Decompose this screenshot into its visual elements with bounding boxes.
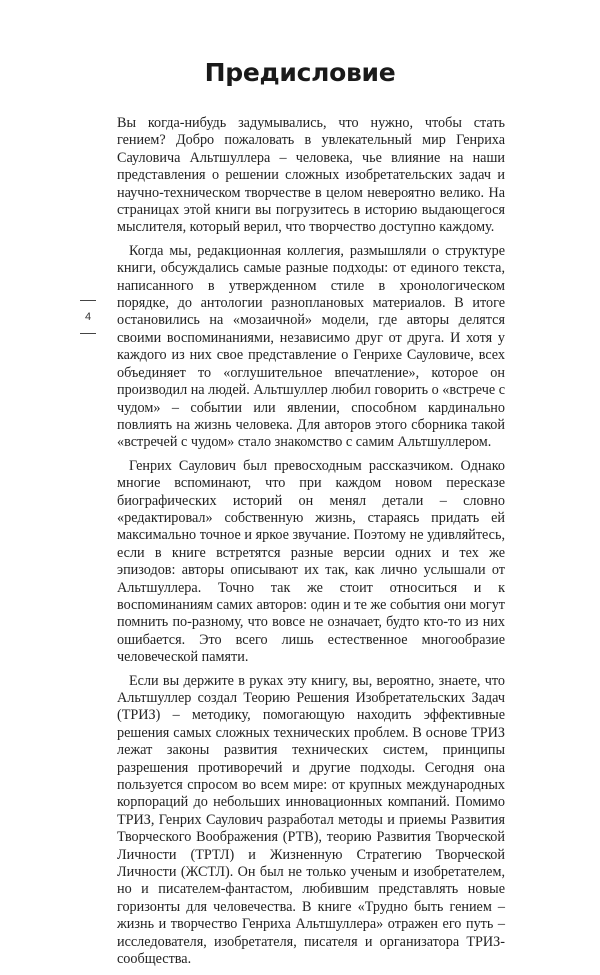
page-title: Предисловие bbox=[204, 58, 396, 87]
paragraph: Если вы держите в руках эту книгу, вы, вероятно, знаете, что Альтшуллер создал Теорию Решения Изобретательских Задач (ТРИЗ) – методику, помогающую находить эффективные решения самых сложных технических проблем. В основе ТРИЗ лежат законы развития технических систем, принципы разрешения противоречий и другие подходы. Сегодня она пользуется спросом во всем мире: от крупных международных корпораций до небольших инновационных компаний. Помимо ТРИЗ, Генрих Саулович разработал методы и приемы Развития Творческого Воображения (РТВ), теорию Развития Творческой Личности (ТРТЛ) и Жизненную Стратегию Творческой Личности (ЖСТЛ). Он был не только ученым и изобретателем, но и писателем-фантастом, любившим представлять новые горизонты для человечества. В книге «Трудно быть гением – жизнь и творчество Генриха Альтшуллера» отражен его путь – исследователя, изобретателя, писателя и организатора ТРИЗ-сообщества. bbox=[117, 672, 505, 968]
paragraph: Генрих Саулович был превосходным рассказчиком. Однако многие вспоминают, что при каждом новом пересказе биографических историй он менял детали – словно «редактировал» собственную жизнь, стараясь придать ей максимально точное и яркое звучание. Поэтому не удивляйтесь, если в книге встретятся разные версии одних и тех же эпизодов: авторы описывают их так, как лично услышали от Альтшуллера. Точно так же стоит относиться и к воспоминаниям самих авторов: один и те же события они могут помнить по-разному, что вовсе не означает, будто кто-то из них ошибается. Это всего лишь естественное многообразие человеческой памяти. bbox=[117, 457, 505, 666]
paragraph: Когда мы, редакционная коллегия, размышляли о структуре книги, обсуждались самые разные подходы: от единого текста, написанного в утвержденном стиле в хронологическом порядке, до антологии разноплановых материалов. В итоге остановились на «мозаичной» модели, где авторы делятся своими воспоминаниями, независимо друг от друга. И хотя у каждого из них свое представление о Генрихе Сауловиче, всех объединяет то «оглушительное впечатление», которое он производил на людей. Альтшуллер любил говорить о «встрече с чудом» – событии или явлении, способном кардинально повлиять на жизнь человека. Для авторов этого сборника такой «встречей с чудом» стало знакомство с самим Альтшуллером. bbox=[117, 242, 505, 451]
page-number-rule-bottom bbox=[80, 333, 96, 334]
page-number: 4 bbox=[84, 311, 92, 323]
paragraph: Вы когда-нибудь задумывались, что нужно, чтобы стать гением? Добро пожаловать в увлекательный мир Генриха Сауловича Альтшуллера – человека, чье влияние на наши представления о решении сложных изобретательских задач и научно-техническом творчестве в целом невероятно велико. На страницах этой книги вы погрузитесь в историю выдающегося мыслителя, который верил, что творчество доступно каждому. bbox=[117, 115, 505, 236]
preface-body bbox=[117, 115, 505, 975]
page-number-rule-top bbox=[80, 300, 96, 301]
